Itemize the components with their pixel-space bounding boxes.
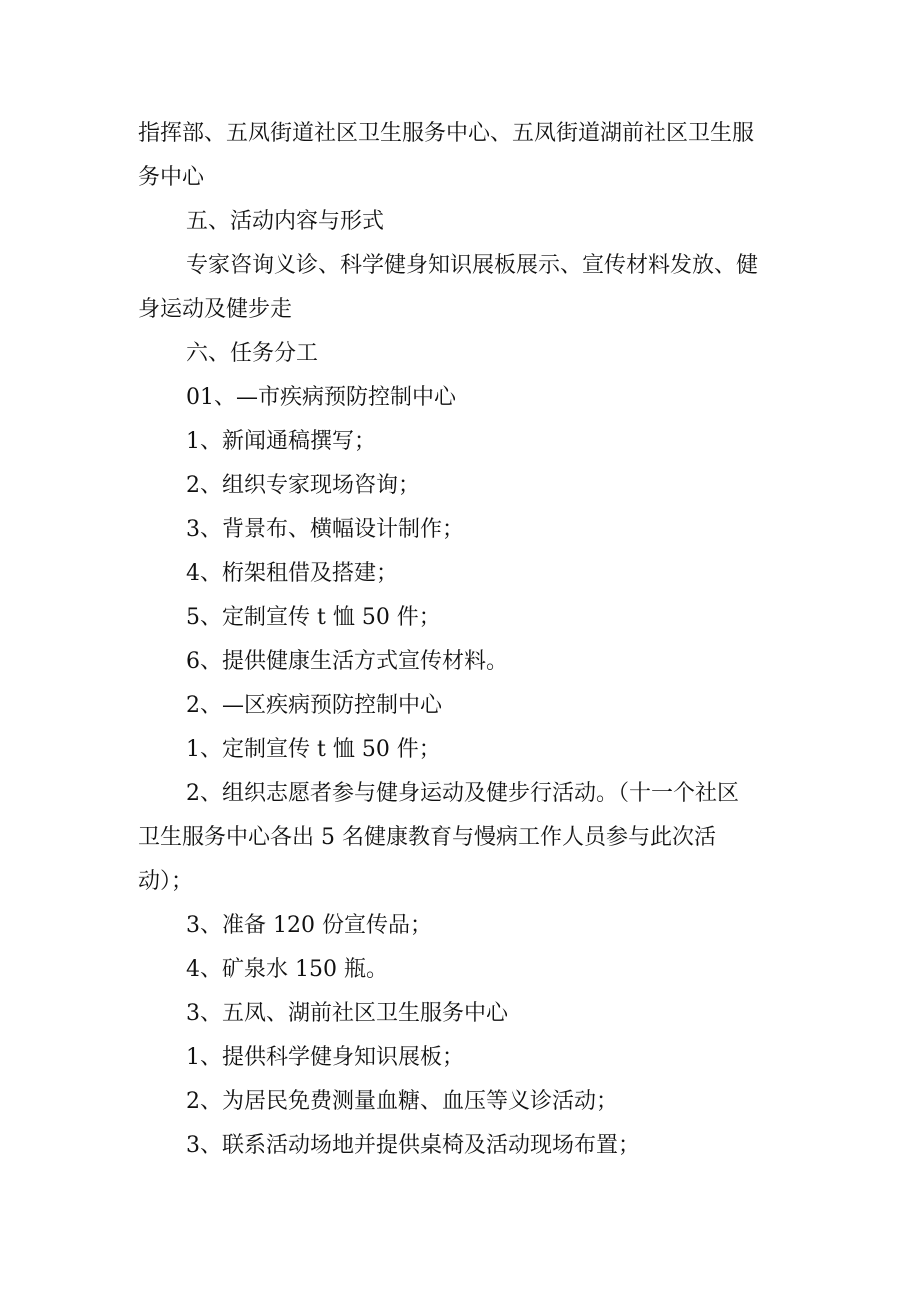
unit1-title: 01、—市疾病预防控制中心 xyxy=(186,385,456,410)
section5-title: 五、活动内容与形式 xyxy=(186,209,385,234)
section5-line-2: 身运动及健步走 xyxy=(138,297,293,322)
unit2-item-4: 4、矿泉水 150 瓶。 xyxy=(186,957,388,982)
document-body xyxy=(138,112,786,1168)
unit1-item-5: 5、定制宣传 t 恤 50 件； xyxy=(186,605,441,630)
intro-line-2: 务中心 xyxy=(138,165,205,190)
unit1-item-2: 2、组织专家现场咨询； xyxy=(186,473,420,498)
unit1-item-6: 6、提供健康生活方式宣传材料。 xyxy=(186,649,508,674)
unit3-item-2: 2、为居民免费测量血糖、血压等义诊活动； xyxy=(186,1089,618,1114)
unit2-title: 2、—区疾病预防控制中心 xyxy=(186,693,442,718)
unit3-item-1: 1、提供科学健身知识展板； xyxy=(186,1045,464,1070)
unit3-item-3: 3、联系活动场地并提供桌椅及活动现场布置； xyxy=(186,1133,640,1158)
section6-title: 六、任务分工 xyxy=(186,341,319,366)
intro-line-1: 指挥部、五凤街道社区卫生服务中心、五凤街道湖前社区卫生服 xyxy=(138,121,755,146)
unit2-item-2-line-1: 2、组织志愿者参与健身运动及健步行活动。（十一个社区 xyxy=(186,781,739,806)
section5-line-1: 专家咨询义诊、科学健身知识展板展示、宣传材料发放、健 xyxy=(186,253,759,278)
unit3-title: 3、五凤、湖前社区卫生服务中心 xyxy=(186,1001,508,1026)
unit2-item-2-line-3: 动）； xyxy=(138,869,194,894)
unit2-item-2-line-2: 卫生服务中心各出 5 名健康教育与慢病工作人员参与此次活 xyxy=(138,825,716,850)
unit1-item-4: 4、桁架租借及搭建； xyxy=(186,561,398,586)
unit2-item-3: 3、准备 120 份宣传品； xyxy=(186,913,432,938)
unit1-item-1: 1、新闻通稿撰写； xyxy=(186,429,376,454)
unit1-item-3: 3、背景布、横幅设计制作； xyxy=(186,517,464,542)
unit2-item-1: 1、定制宣传 t 恤 50 件； xyxy=(186,737,441,762)
